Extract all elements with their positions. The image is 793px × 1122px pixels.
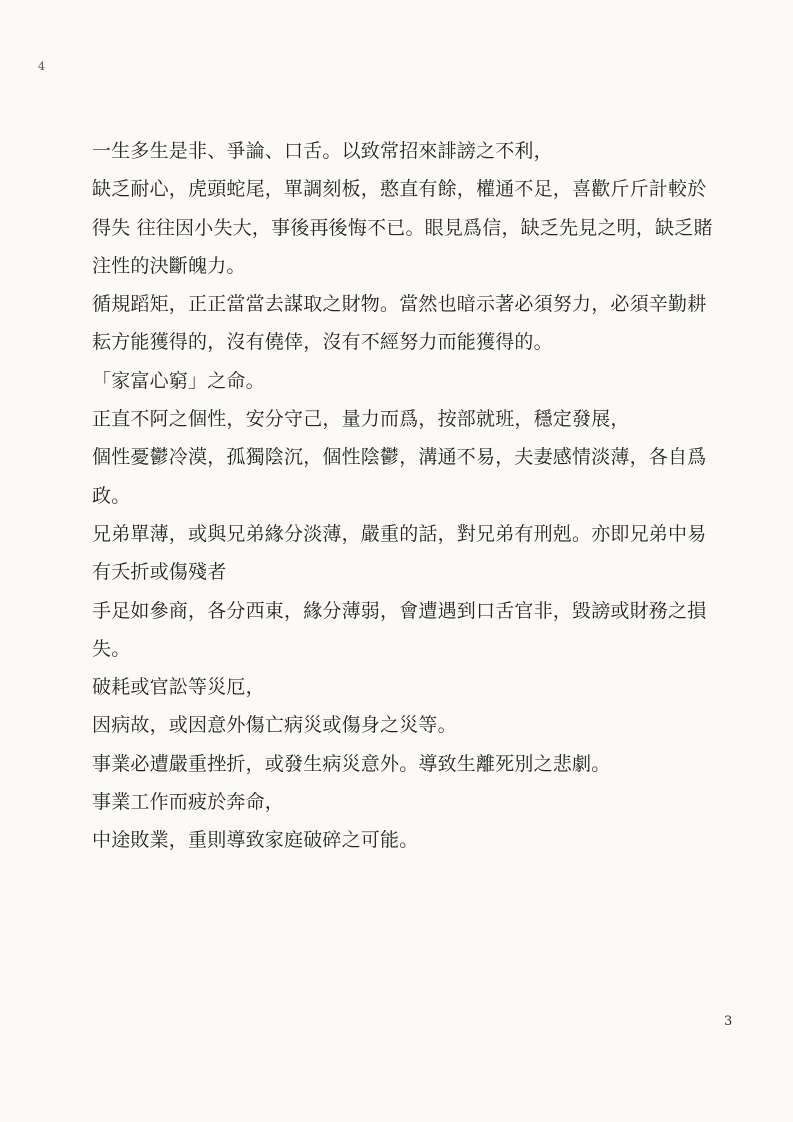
text-line: 因病故，或因意外傷亡病災或傷身之災等。 bbox=[92, 714, 457, 737]
text-line: 個性憂鬱冷漠，孤獨陰沉，個性陰鬱，溝通不易，夫妻感情淡薄，各自爲 bbox=[92, 446, 707, 469]
text-line: 正直不阿之個性，安分守己，量力而爲，按部就班，穩定發展， bbox=[92, 408, 630, 431]
text-line: 事業工作而疲於奔命， bbox=[92, 791, 285, 814]
text-line: 有夭折或傷殘者 bbox=[92, 561, 227, 584]
text-line: 事業必遭嚴重挫折，或發生病災意外。導致生離死別之悲劇。 bbox=[92, 752, 611, 775]
page-number: 3 bbox=[724, 1014, 733, 1029]
text-line: 中途敗業，重則導致家庭破碎之可能。 bbox=[92, 829, 419, 852]
text-line: 失。 bbox=[92, 637, 131, 660]
body-text bbox=[92, 132, 752, 860]
text-line: 缺乏耐心，虎頭蛇尾，單調刻板，憨直有餘，權通不足，喜歡斤斤計較於 bbox=[92, 178, 707, 201]
text-line: 得失 往往因小失大，事後再後悔不已。眼見爲信，缺乏先見之明，缺乏賭 bbox=[92, 216, 713, 239]
text-line: 政。 bbox=[92, 484, 131, 507]
corner-page-number: 4 bbox=[38, 60, 45, 73]
text-line: 耘方能獲得的，沒有僥倖，沒有不經努力而能獲得的。 bbox=[92, 331, 553, 354]
text-line: 注性的決斷魄力。 bbox=[92, 254, 246, 277]
text-line: 一生多生是非、爭論、口舌。以致常招來誹謗之不利， bbox=[92, 140, 553, 162]
text-line: 破耗或官訟等災厄， bbox=[92, 676, 265, 699]
text-line: 手足如參商，各分西東，緣分薄弱，會遭遇到口舌官非，毀謗或財務之損 bbox=[92, 599, 707, 622]
text-line: 循規蹈矩，正正當當去謀取之財物。當然也暗示著必須努力，必須辛勤耕 bbox=[92, 293, 707, 316]
text-line: 「家富心窮」之命。 bbox=[92, 369, 265, 392]
text-line: 兄弟單薄，或與兄弟緣分淡薄，嚴重的話，對兄弟有刑剋。亦即兄弟中易 bbox=[92, 522, 707, 545]
